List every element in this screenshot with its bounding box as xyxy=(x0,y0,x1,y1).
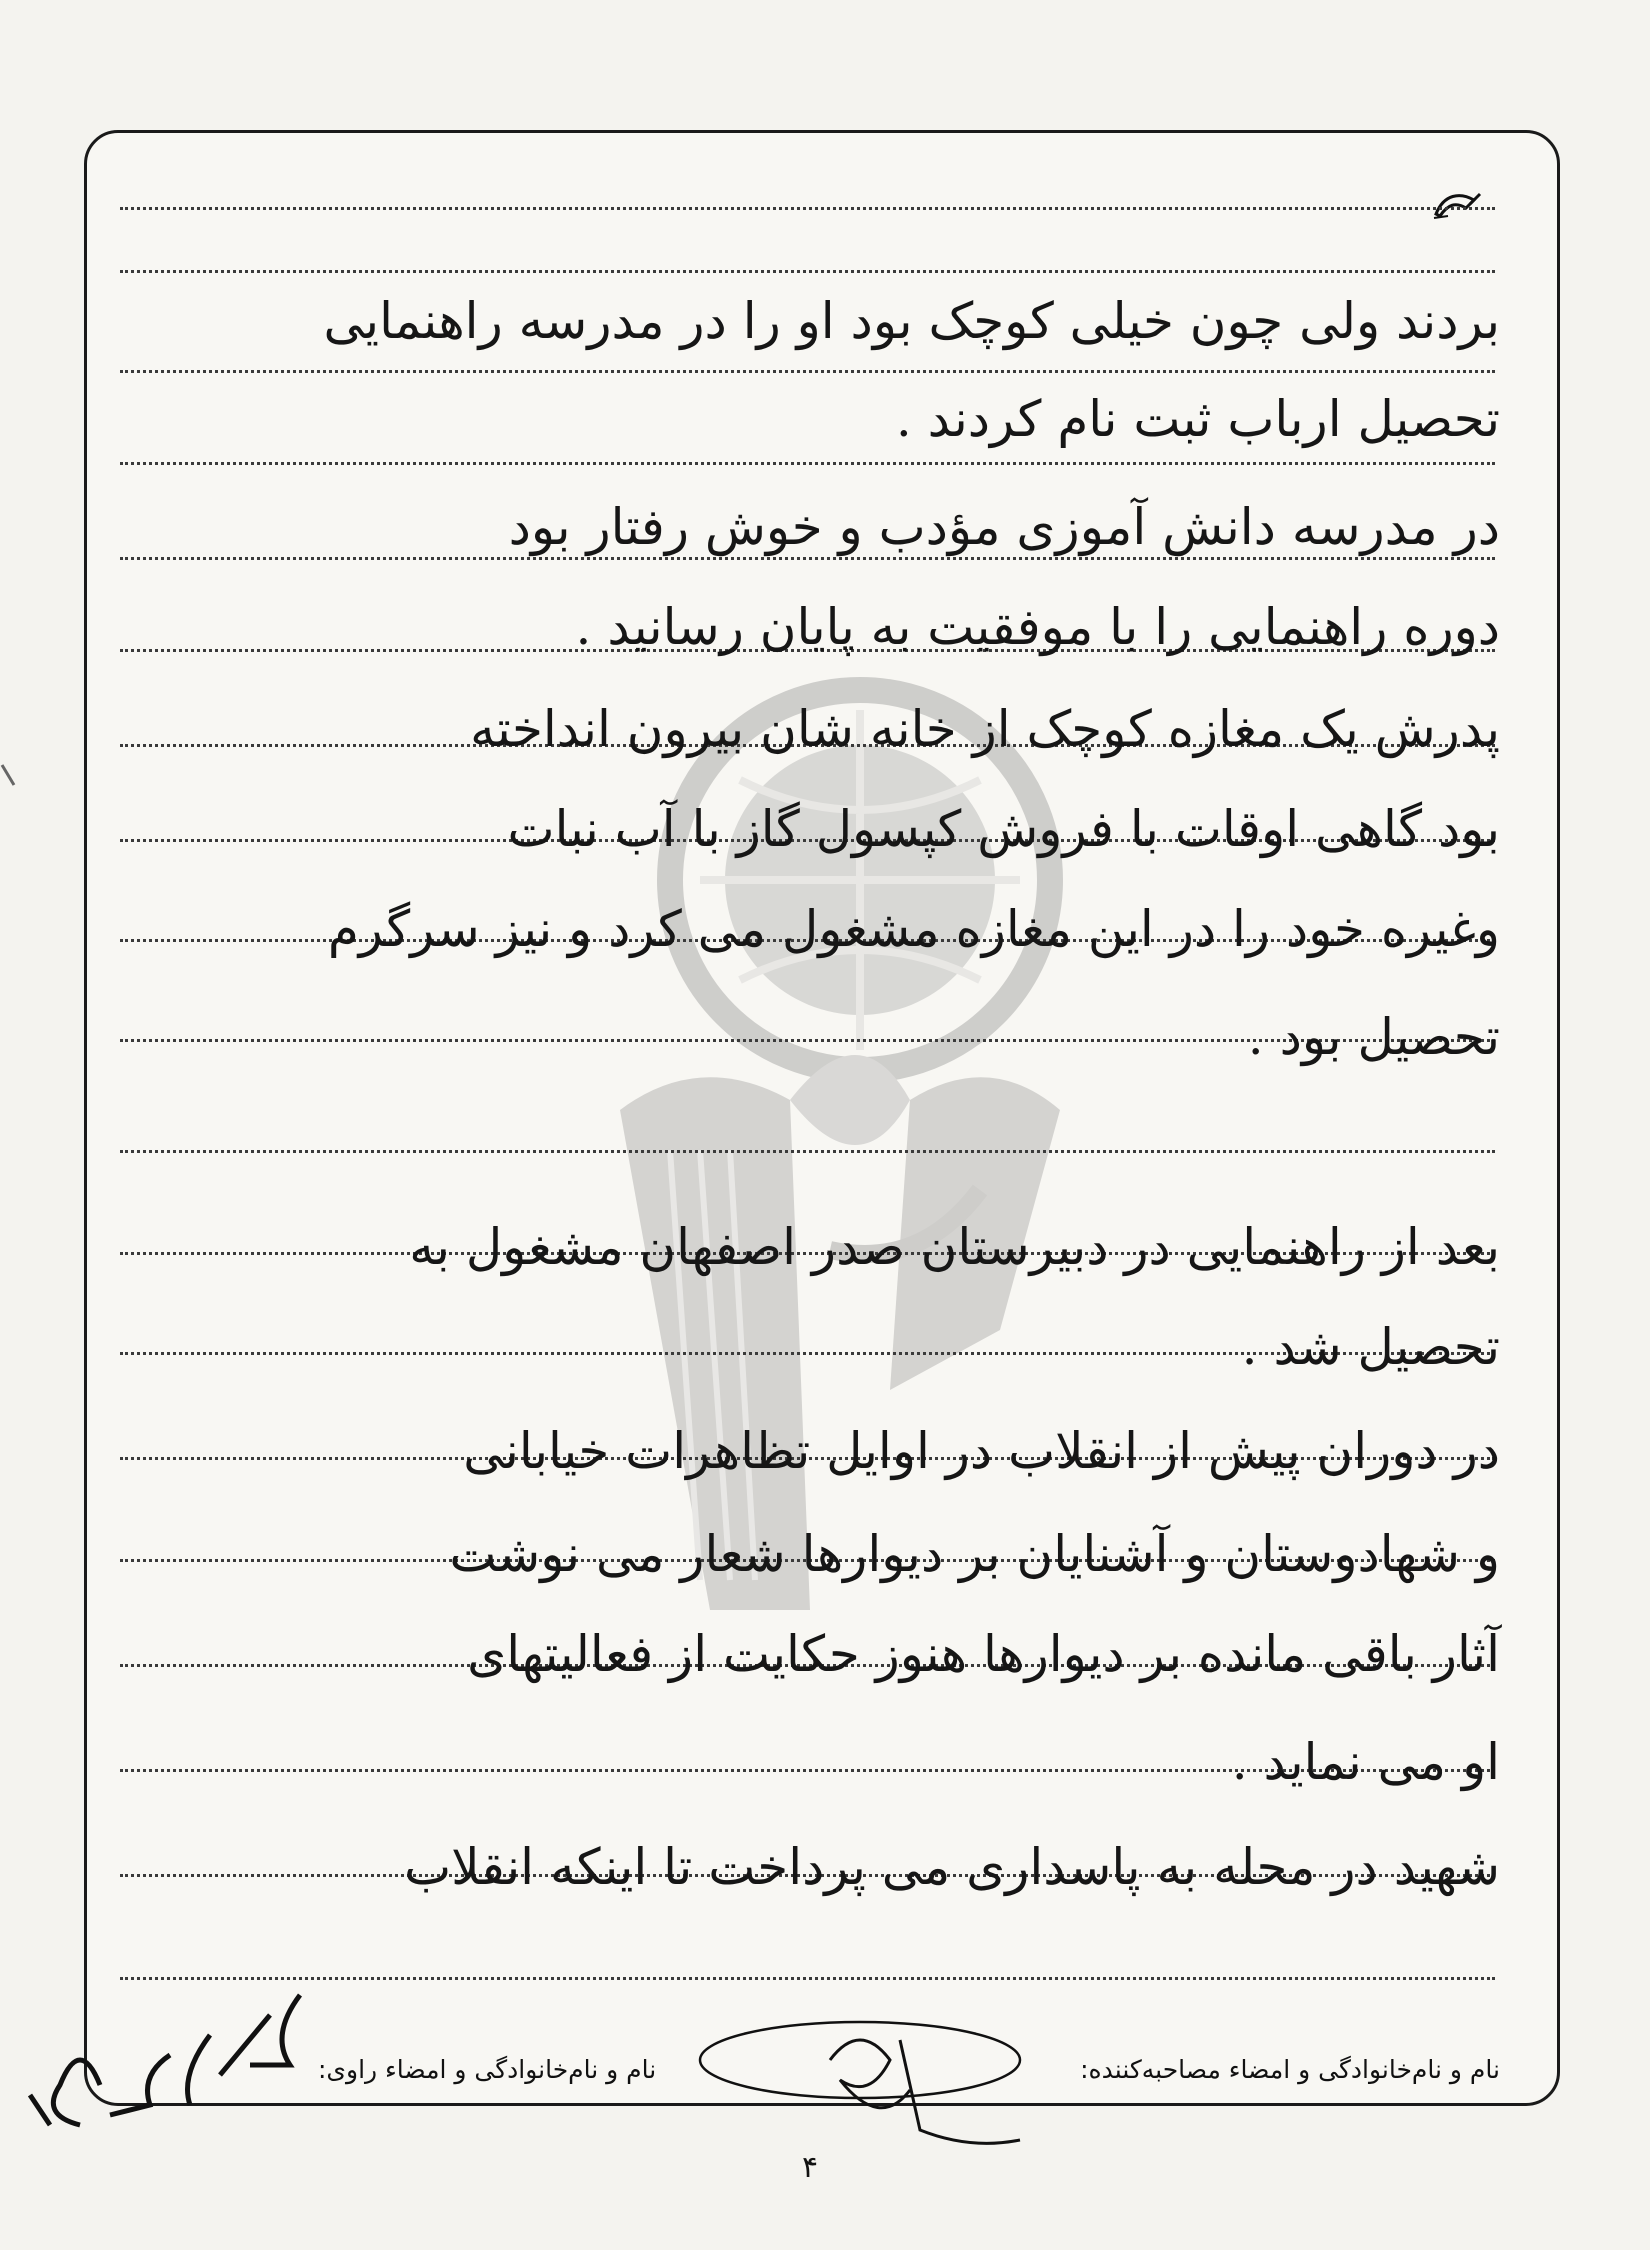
pen-icon xyxy=(1430,186,1482,222)
handwritten-line: تحصیل ارباب ثبت نام کردند . xyxy=(895,390,1500,448)
narrator-signature xyxy=(20,1975,330,2135)
handwritten-line: شهید در محله به پاسداری می پرداخت تا اینکه انقلاب xyxy=(404,1838,1500,1896)
narrator-label: نام و نام‌خانوادگی و امضاء راوی: xyxy=(318,2055,657,2084)
handwritten-line: وغیره خود را در این مغازه مشغول می کرد و نیز سرگرم xyxy=(327,900,1500,958)
ruled-line xyxy=(120,460,1495,465)
handwritten-line: بود گاهی اوقات با فروش کپسول گاز با آب نبات xyxy=(507,800,1500,858)
handwritten-line: تحصیل بود . xyxy=(1247,1008,1500,1066)
ruled-line xyxy=(120,1148,1495,1153)
handwritten-line: او می نماید . xyxy=(1231,1733,1500,1791)
page-number: ۴ xyxy=(801,2150,819,2185)
handwritten-line: پدرش یک مغازه کوچک از خانه شان بیرون انداخته xyxy=(470,700,1500,758)
handwritten-line: دوره راهنمایی را با موفقیت به پایان رسانید . xyxy=(575,598,1500,656)
handwritten-line: در دوران پیش از انقلاب در اوایل تظاهرات خیابانی xyxy=(463,1422,1500,1480)
handwritten-line: بعد از راهنمایی در دبیرستان صدر اصفهان مشغول به xyxy=(409,1218,1500,1276)
handwritten-line: و شهادوستان و آشنایان بر دیوارها شعار می نوشت xyxy=(449,1525,1500,1583)
handwritten-line: تحصیل شد . xyxy=(1241,1318,1500,1376)
margin-mark xyxy=(0,760,18,790)
emblem-watermark xyxy=(560,630,1120,1630)
handwritten-line: بردند ولی چون خیلی کوچک بود او را در مدرسه راهنمایی xyxy=(323,292,1500,350)
interviewer-signature xyxy=(690,2000,1120,2160)
interviewer-label: نام و نام‌خانوادگی و امضاء مصاحبه‌کننده: xyxy=(1080,2055,1500,2084)
handwritten-line: در مدرسه دانش آموزی مؤدب و خوش رفتار بود xyxy=(508,498,1500,556)
ruled-line xyxy=(120,205,1495,210)
ruled-line xyxy=(120,268,1495,273)
handwritten-line: آثار باقی مانده بر دیوارها هنوز حکایت از فعالیتهای xyxy=(467,1625,1500,1683)
ruled-line xyxy=(120,368,1495,373)
